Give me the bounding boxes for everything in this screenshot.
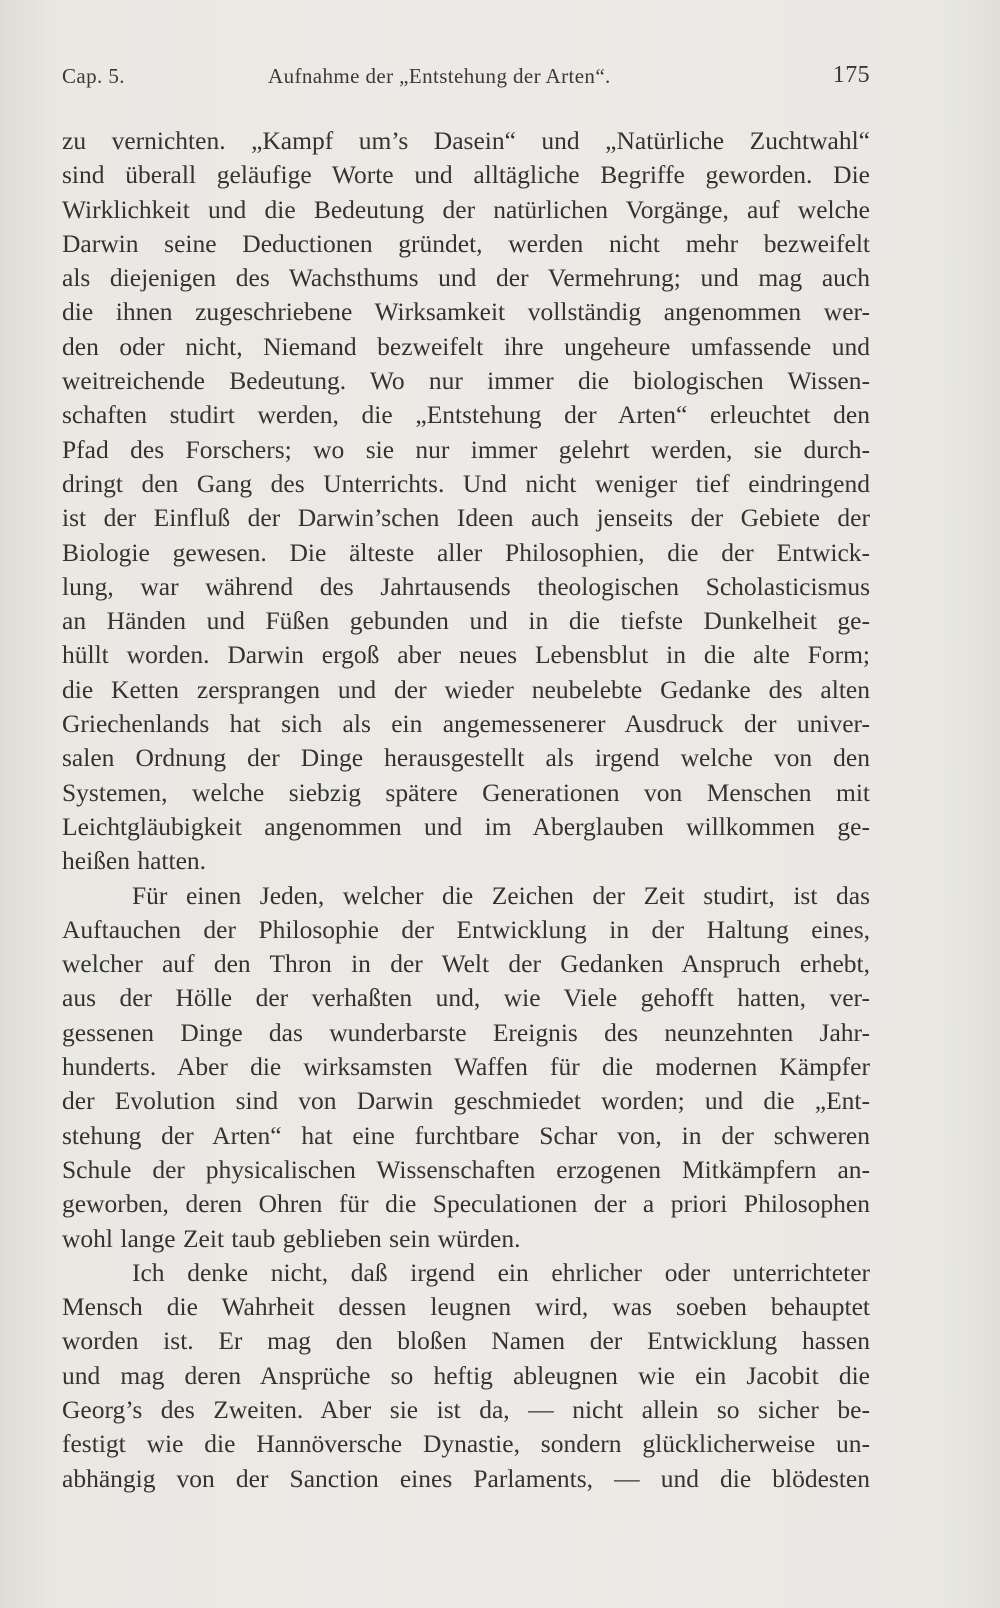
page-number: 175: [832, 62, 870, 88]
text-line: die Ketten zersprangen und der wieder neubelebte Gedanke des alten: [62, 674, 870, 704]
text-line: weitreichende Bedeutung. Wo nur immer die biologischen Wissen-: [62, 366, 870, 396]
text-line: schaften studirt werden, die „Entstehung der Arten“ erleuchtet den: [62, 400, 870, 430]
text-line: die ihnen zugeschriebene Wirksamkeit vollständig angenommen wer-: [62, 297, 870, 327]
text-line: heißen hatten.: [62, 846, 207, 876]
running-title: Aufnahme der „Entstehung der Arten“.: [268, 64, 611, 88]
chapter-label: Cap. 5.: [62, 64, 125, 88]
text-line: festigt wie die Hannöversche Dynastie, sondern glücklicherweise un-: [62, 1429, 870, 1459]
text-line: dringt den Gang des Unterrichts. Und nicht weniger tief eindringend: [62, 468, 870, 498]
body-text: [62, 124, 870, 1496]
text-line: Für einen Jeden, welcher die Zeichen der Zeit studirt, ist das: [132, 880, 870, 910]
text-line: der Evolution sind von Darwin geschmiedet worden; und die „Ent-: [62, 1086, 870, 1116]
text-line: als diejenigen des Wachsthums und der Vermehrung; und mag auch: [62, 263, 870, 293]
text-line: aus der Hölle der verhaßten und, wie Viele gehofft hatten, ver-: [62, 983, 870, 1013]
text-line: Darwin seine Deductionen gründet, werden nicht mehr bezweifelt: [62, 228, 870, 258]
text-line: gessenen Dinge das wunderbarste Ereignis des neunzehnten Jahr-: [62, 1017, 870, 1047]
text-line: Pfad des Forschers; wo sie nur immer gelehrt werden, sie durch-: [62, 434, 870, 464]
text-line: abhängig von der Sanction eines Parlaments, — und die blödesten: [62, 1463, 870, 1493]
text-line: welcher auf den Thron in der Welt der Gedanken Anspruch erhebt,: [62, 949, 870, 979]
text-line: Schule der physicalischen Wissenschaften erzogenen Mitkämpfern an-: [62, 1154, 870, 1184]
text-line: Georg’s des Zweiten. Aber sie ist da, — nicht allein so sicher be-: [62, 1394, 870, 1424]
text-line: Auftauchen der Philosophie der Entwicklung in der Haltung eines,: [62, 914, 870, 944]
text-line: sind überall geläufige Worte und alltägliche Begriffe geworden. Die: [62, 160, 870, 190]
text-line: Mensch die Wahrheit dessen leugnen wird, was soeben behauptet: [62, 1292, 870, 1322]
text-line: Leichtgläubigkeit angenommen und im Aberglauben willkommen ge-: [62, 811, 870, 841]
text-line: hunderts. Aber die wirksamsten Waffen für die modernen Kämpfer: [62, 1052, 870, 1082]
text-line: an Händen und Füßen gebunden und in die tiefste Dunkelheit ge-: [62, 606, 870, 636]
text-line: ist der Einfluß der Darwin’schen Ideen auch jenseits der Gebiete der: [62, 503, 870, 533]
text-line: geworben, deren Ohren für die Speculationen der a priori Philosophen: [62, 1189, 870, 1219]
text-line: Ich denke nicht, daß irgend ein ehrlicher oder unterrichteter: [132, 1257, 870, 1287]
text-line: lung, war während des Jahrtausends theologischen Scholasticismus: [62, 571, 870, 601]
text-line: den oder nicht, Niemand bezweifelt ihre ungeheure umfassende und: [62, 331, 870, 361]
text-line: zu vernichten. „Kampf um’s Dasein“ und „Natürliche Zuchtwahl“: [62, 126, 870, 155]
text-line: Biologie gewesen. Die älteste aller Philosophien, die der Entwick-: [62, 537, 870, 567]
text-line: worden ist. Er mag den bloßen Namen der Entwicklung hassen: [62, 1326, 870, 1356]
text-line: Wirklichkeit und die Bedeutung der natürlichen Vorgänge, auf welche: [62, 194, 870, 224]
running-head: [62, 60, 870, 96]
text-line: salen Ordnung der Dinge herausgestellt als irgend welche von den: [62, 743, 870, 773]
text-line: Griechenlands hat sich als ein angemessenerer Ausdruck der univer-: [62, 709, 870, 739]
text-line: und mag deren Ansprüche so heftig ableugnen wie ein Jacobit die: [62, 1360, 870, 1390]
text-line: hüllt worden. Darwin ergoß aber neues Lebensblut in die alte Form;: [62, 640, 870, 670]
text-line: stehung der Arten“ hat eine furchtbare Schar von, in der schweren: [62, 1120, 870, 1150]
text-line: Systemen, welche siebzig spätere Generationen von Menschen mit: [62, 777, 870, 807]
text-line: wohl lange Zeit taub geblieben sein würden.: [62, 1223, 521, 1253]
